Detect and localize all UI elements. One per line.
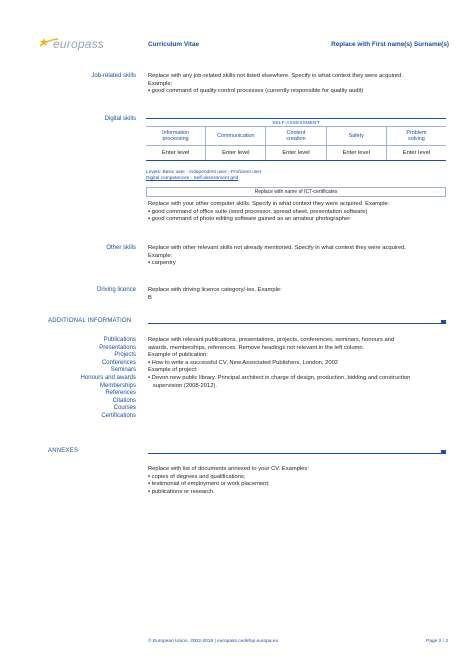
label-memberships: Memberships xyxy=(99,382,136,389)
page-number: Page 2 / 2 xyxy=(426,639,448,644)
job-skills-label: Job-related skills xyxy=(91,73,136,79)
label-conferences: Conferences xyxy=(101,359,136,366)
text-line: ▪ publications or research. xyxy=(148,488,215,495)
column-information-processing: Information processing xyxy=(146,127,206,145)
driving-licence-label: Driving licence xyxy=(96,287,136,293)
annexes-heading: ANNEXES xyxy=(48,448,79,454)
other-skills-text xyxy=(148,245,448,268)
text-line: Replace with other relevant skills not already mentioned. Specify in what context they were acquired. xyxy=(148,245,407,251)
document-title: Curriculum Vitae xyxy=(148,41,200,48)
additional-information-text xyxy=(148,337,448,390)
table-row xyxy=(146,146,446,161)
self-assessment-grid-link[interactable]: Digital competences - Self-assessment grid xyxy=(146,176,239,182)
text-line: B xyxy=(148,294,152,301)
driving-licence-text xyxy=(148,287,448,302)
label-presentations: Presentations xyxy=(99,344,136,351)
label-certifications: Certifications xyxy=(101,412,136,419)
text-line: ▪ good command of quality control processes (currently responsible for quality audit) xyxy=(148,88,364,95)
text-line: Example of project: xyxy=(148,367,198,374)
text-line: ▪ Devon new public library. Principal architect in charge of design, production, bidding and construction xyxy=(148,374,411,381)
section-marker xyxy=(441,450,446,454)
table-header-row xyxy=(146,127,446,146)
text-line: ▪ testimonial of employment or work placement; xyxy=(148,481,270,488)
levels-legend xyxy=(146,170,261,182)
text-line: awards, memberships, references. Remove headings not relevant in the left column. xyxy=(148,344,365,351)
level-cell[interactable]: Enter level xyxy=(206,146,266,160)
additional-labels xyxy=(81,337,136,421)
text-line: ▪ carpentry xyxy=(148,260,176,267)
digital-skills-text xyxy=(148,201,448,224)
label-citations: Citations xyxy=(112,397,136,404)
text-line: Example of publication: xyxy=(148,352,208,359)
footer-copyright: © European Union, 2002-2018 | europass.cedefop.europa.eu xyxy=(148,639,279,644)
column-communication: Communication xyxy=(206,127,266,145)
column-problem-solving: Problem solving xyxy=(406,129,427,142)
label-projects: Projects xyxy=(114,352,136,359)
annexes-text xyxy=(148,466,448,496)
job-skills-text xyxy=(148,73,448,96)
label-honours-awards: Honours and awards xyxy=(80,374,136,381)
label-publications: Publications xyxy=(103,337,136,343)
column-content-creation: Content creation xyxy=(266,127,326,145)
text-line: Replace with your other computer skills. Specify in what context they were acquired. Example: xyxy=(148,201,390,207)
text-line: Replace with list of documents annexed to your CV. Examples: xyxy=(148,466,309,472)
text-line: ▪ good command of photo editing software gained as an amateur photographer xyxy=(148,216,351,223)
text-line: ▪ good command of office suite (word processor, spread sheet, presentation software) xyxy=(148,208,368,215)
column-safety: Safety xyxy=(327,127,387,145)
text-line: Replace with any job-related skills not listed elsewhere. Specify in what context they were acquired. xyxy=(148,73,403,79)
text-line: supervision (2008-2012). xyxy=(148,382,217,389)
label-seminars: Seminars xyxy=(110,367,136,374)
ict-certificates-box: Replace with name of ICT-certificates xyxy=(146,187,446,197)
level-cell[interactable]: Enter level xyxy=(146,146,206,160)
level-cell[interactable]: Enter level xyxy=(327,146,387,160)
additional-information-heading: ADDITIONAL INFORMATION xyxy=(48,318,132,324)
levels-line: Levels: Basic user - Independent user - Proficient user xyxy=(146,170,262,175)
level-cell[interactable]: Enter level xyxy=(266,146,326,160)
text-line: Replace with driving licence category/-ies. Example: xyxy=(148,287,282,293)
digital-skills-label: Digital skills xyxy=(104,116,136,122)
other-skills-label: Other skills xyxy=(106,245,136,251)
section-divider xyxy=(148,323,444,324)
label-references: References xyxy=(105,390,136,397)
self-assessment-table xyxy=(146,118,446,161)
self-assessment-title: SELF-ASSESSMENT xyxy=(146,118,446,127)
text-line: Replace with relevant publications, presentations, projects, conferences, seminars, honours and xyxy=(148,337,395,343)
text-line: Example: xyxy=(148,252,173,259)
applicant-name: Replace with First name(s) Surname(s) xyxy=(331,41,449,48)
text-line: ▪ How to write a successful CV, New Associated Publishers, London, 2002 xyxy=(148,359,339,366)
label-courses: Courses xyxy=(113,405,136,412)
level-cell[interactable]: Enter level xyxy=(402,150,431,156)
section-marker xyxy=(441,320,446,324)
text-line: ▪ copies of degrees and qualifications; xyxy=(148,473,246,480)
text-line: Example: xyxy=(148,80,173,87)
logo-text: europass xyxy=(53,37,104,51)
section-divider xyxy=(148,453,444,454)
